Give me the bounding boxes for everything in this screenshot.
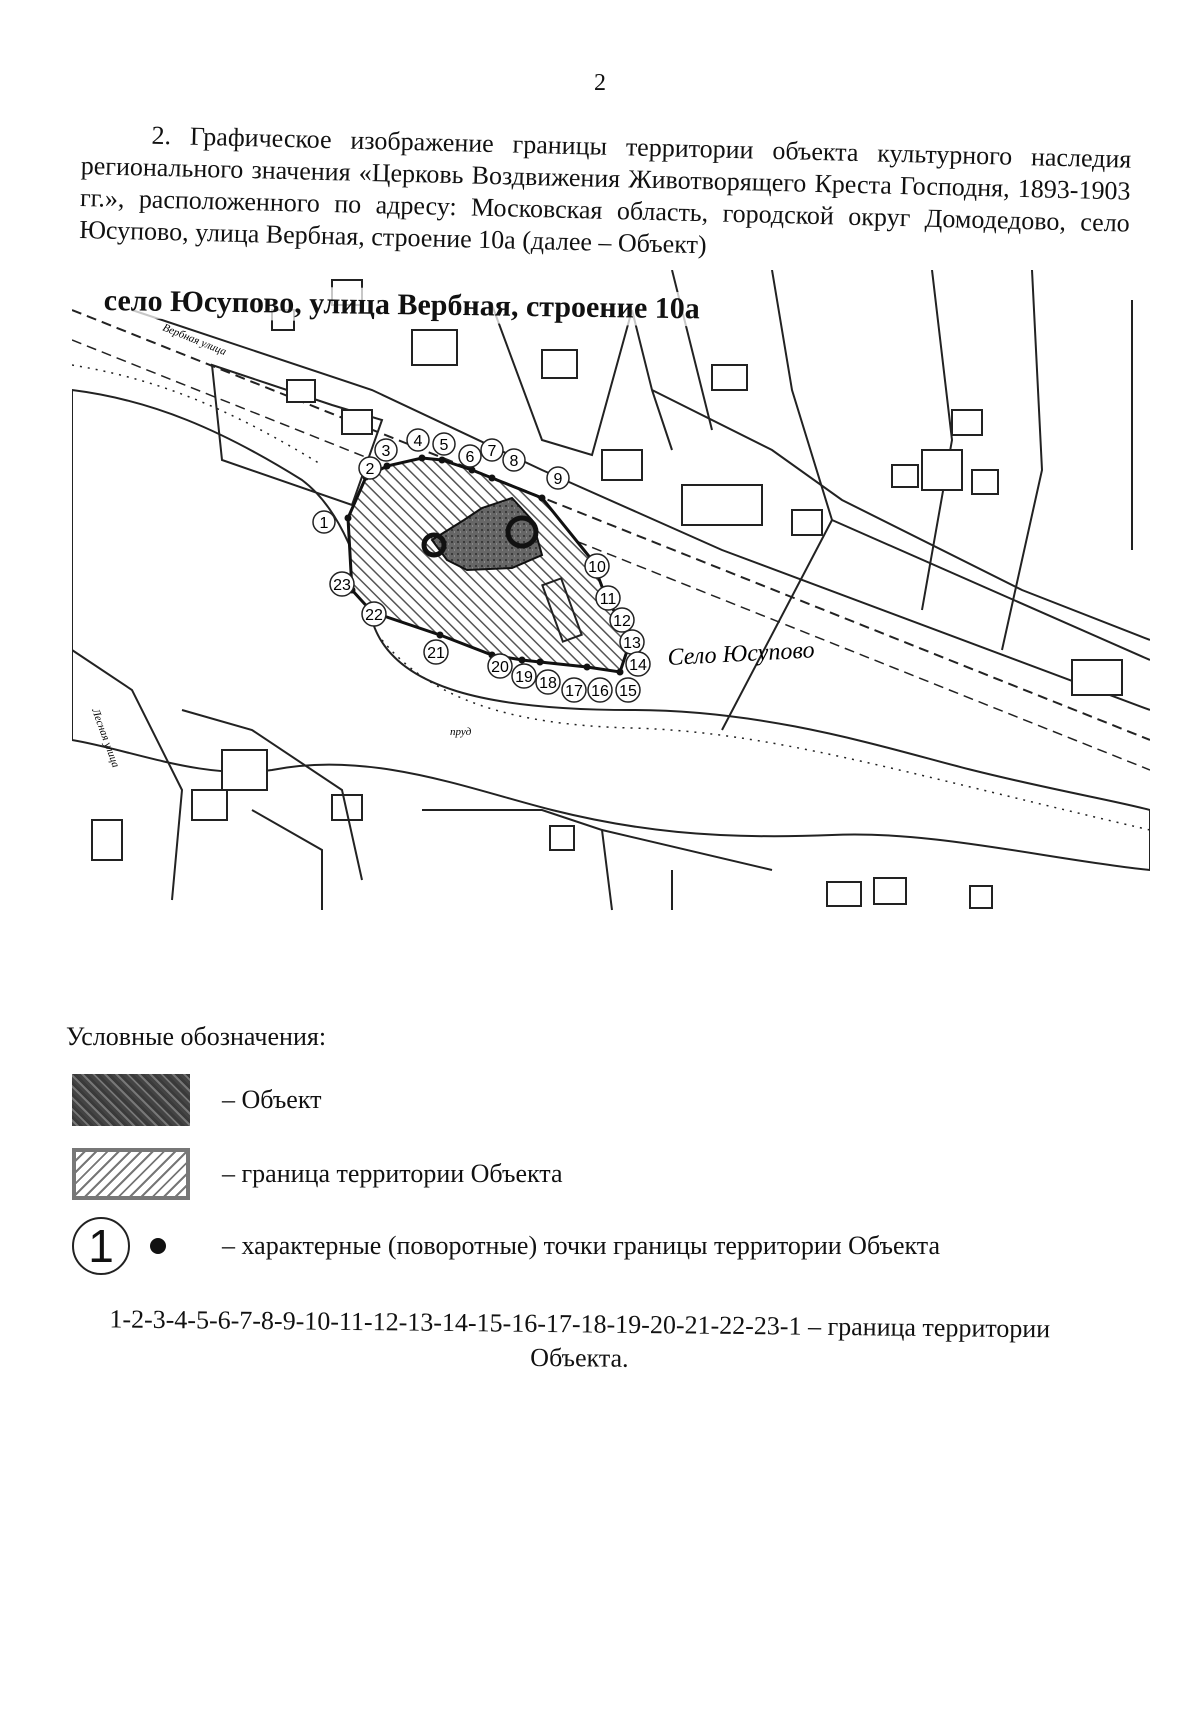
point-label-1 [313, 511, 335, 533]
point-label-22 [362, 602, 386, 626]
svg-text:3: 3 [381, 443, 391, 460]
street-label: Вербная улица [160, 321, 228, 359]
point-label-7 [481, 439, 503, 461]
svg-text:8: 8 [509, 453, 519, 470]
intro-paragraph [79, 118, 1132, 272]
point-label-5 [433, 433, 455, 455]
svg-text:15: 15 [619, 683, 637, 700]
svg-text:9: 9 [553, 471, 563, 488]
svg-text:10: 10 [588, 559, 606, 576]
village-label: Село Юсупово [666, 637, 816, 671]
point-label-3 [375, 439, 397, 461]
point-label-23 [330, 572, 354, 596]
point-label-21 [424, 640, 448, 664]
point-label-10 [585, 554, 609, 578]
legend-item-boundary [72, 1148, 563, 1200]
legend-label-object: – Объект [222, 1085, 322, 1114]
point-label-4 [407, 429, 429, 451]
intro-number: 2. [151, 120, 172, 151]
legend-item-object [72, 1074, 322, 1126]
point-label-12 [610, 608, 634, 632]
legend-label-points: – характерные (поворотные) точки границы территории Объекта [222, 1231, 941, 1260]
svg-text:14: 14 [629, 657, 647, 674]
pond-label: пруд [450, 726, 472, 738]
point-label-6 [459, 445, 481, 467]
point-label-11 [596, 586, 620, 610]
point-label-18 [536, 670, 560, 694]
svg-text:11: 11 [599, 591, 617, 608]
boundary-swatch [72, 1148, 190, 1200]
point-label-2 [359, 457, 381, 479]
point-label-20 [488, 654, 512, 678]
svg-text:4: 4 [413, 433, 423, 450]
point-label-13 [620, 630, 644, 654]
side-street-label: Лесная улица [89, 706, 122, 770]
legend-label-boundary: – граница территории Объекта [222, 1159, 563, 1188]
legend-item-points [72, 1216, 940, 1276]
svg-text:7: 7 [487, 443, 497, 460]
svg-text:13: 13 [623, 635, 641, 652]
point-symbol [72, 1216, 190, 1276]
point-number-symbol: 1 [72, 1217, 130, 1275]
map-title: село Юсупово, улица Вербная, строение 10а [100, 284, 704, 326]
cadastral-map [72, 270, 1150, 980]
point-label-17 [562, 678, 586, 702]
svg-text:19: 19 [515, 669, 533, 686]
boundary-sequence: 1-2-3-4-5-6-7-8-9-10-11-12-13-14-15-16-17-18-19-20-21-22-23-1 – граница территории Объекта. [109, 1304, 1051, 1373]
svg-text:12: 12 [613, 613, 631, 630]
point-label-16 [588, 678, 612, 702]
svg-text:1: 1 [319, 515, 329, 532]
svg-text:20: 20 [491, 659, 509, 676]
svg-text:21: 21 [427, 645, 445, 662]
point-label-14 [626, 652, 650, 676]
point-label-19 [512, 664, 536, 688]
svg-text:22: 22 [365, 607, 383, 624]
svg-text:23: 23 [333, 577, 351, 594]
intro-text: Графическое изображение границы территории объекта культурного наследия регионального значения «Церковь Воздвижения Животворящего Креста Господня, 1893-1903 гг.», расположенного по адресу: Московская область, городской округ Домодедово, село Юсупово, улица Вербная, строение 10а (далее – Объект) [78, 121, 1132, 260]
svg-text:18: 18 [539, 675, 557, 692]
point-label-15 [616, 678, 640, 702]
svg-text:6: 6 [465, 449, 475, 466]
svg-text:5: 5 [439, 437, 449, 454]
svg-text:17: 17 [565, 683, 583, 700]
svg-text:2: 2 [365, 461, 375, 478]
point-dot-symbol [150, 1238, 166, 1254]
svg-text:16: 16 [591, 683, 609, 700]
page-number: 2 [594, 70, 606, 96]
legend-title: Условные обозначения: [66, 1022, 327, 1051]
object-swatch [72, 1074, 190, 1126]
point-label-9 [547, 467, 569, 489]
point-label-8 [503, 449, 525, 471]
